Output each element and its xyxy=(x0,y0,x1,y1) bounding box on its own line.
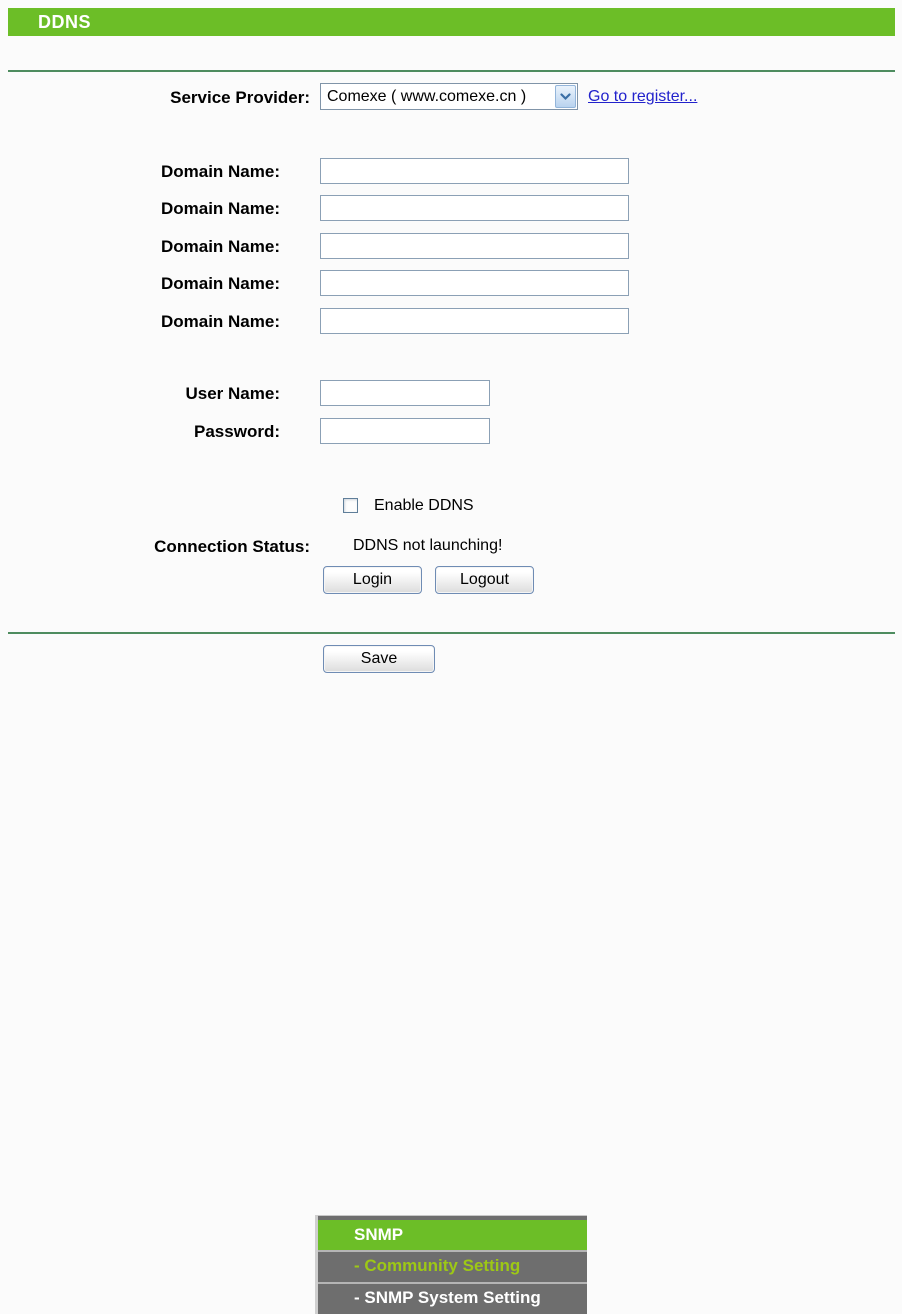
password-label: Password: xyxy=(194,422,280,441)
page-title: DDNS xyxy=(8,8,895,36)
domain-name-input-2[interactable] xyxy=(320,195,629,221)
connection-status-label: Connection Status: xyxy=(154,537,310,556)
domain-name-input-3[interactable] xyxy=(320,233,629,259)
menu-item-community-setting[interactable]: - Community Setting xyxy=(318,1250,587,1282)
service-provider-label: Service Provider: xyxy=(170,88,310,107)
service-provider-selected-value: Comexe ( www.comexe.cn ) xyxy=(327,88,527,105)
user-name-input[interactable] xyxy=(320,380,490,406)
user-name-label: User Name: xyxy=(185,384,280,403)
domain-name-label: Domain Name: xyxy=(160,199,280,218)
section-divider-top xyxy=(8,70,895,72)
domain-name-label: Domain Name: xyxy=(160,274,280,293)
section-divider-bottom xyxy=(8,632,895,634)
menu-item-snmp-system-setting[interactable]: - SNMP System Setting xyxy=(318,1282,587,1314)
domain-name-label: Domain Name: xyxy=(160,162,280,181)
snmp-menu-fragment xyxy=(315,1215,587,1314)
service-provider-select[interactable] xyxy=(320,83,578,110)
domain-name-input-4[interactable] xyxy=(320,270,629,296)
domain-name-label: Domain Name: xyxy=(160,237,280,256)
enable-ddns-label: Enable DDNS xyxy=(374,497,474,514)
chevron-down-icon[interactable] xyxy=(555,85,576,108)
login-button[interactable]: Login xyxy=(323,566,422,594)
password-input[interactable] xyxy=(320,418,490,444)
connection-status-value: DDNS not launching! xyxy=(353,537,503,554)
save-button[interactable]: Save xyxy=(323,645,435,673)
menu-item-snmp[interactable]: SNMP xyxy=(318,1220,587,1250)
enable-ddns-checkbox[interactable] xyxy=(343,498,358,513)
go-to-register-link[interactable]: Go to register... xyxy=(588,88,698,105)
domain-name-input-5[interactable] xyxy=(320,308,629,334)
domain-name-input-1[interactable] xyxy=(320,158,629,184)
domain-name-label: Domain Name: xyxy=(160,312,280,331)
logout-button[interactable]: Logout xyxy=(435,566,534,594)
